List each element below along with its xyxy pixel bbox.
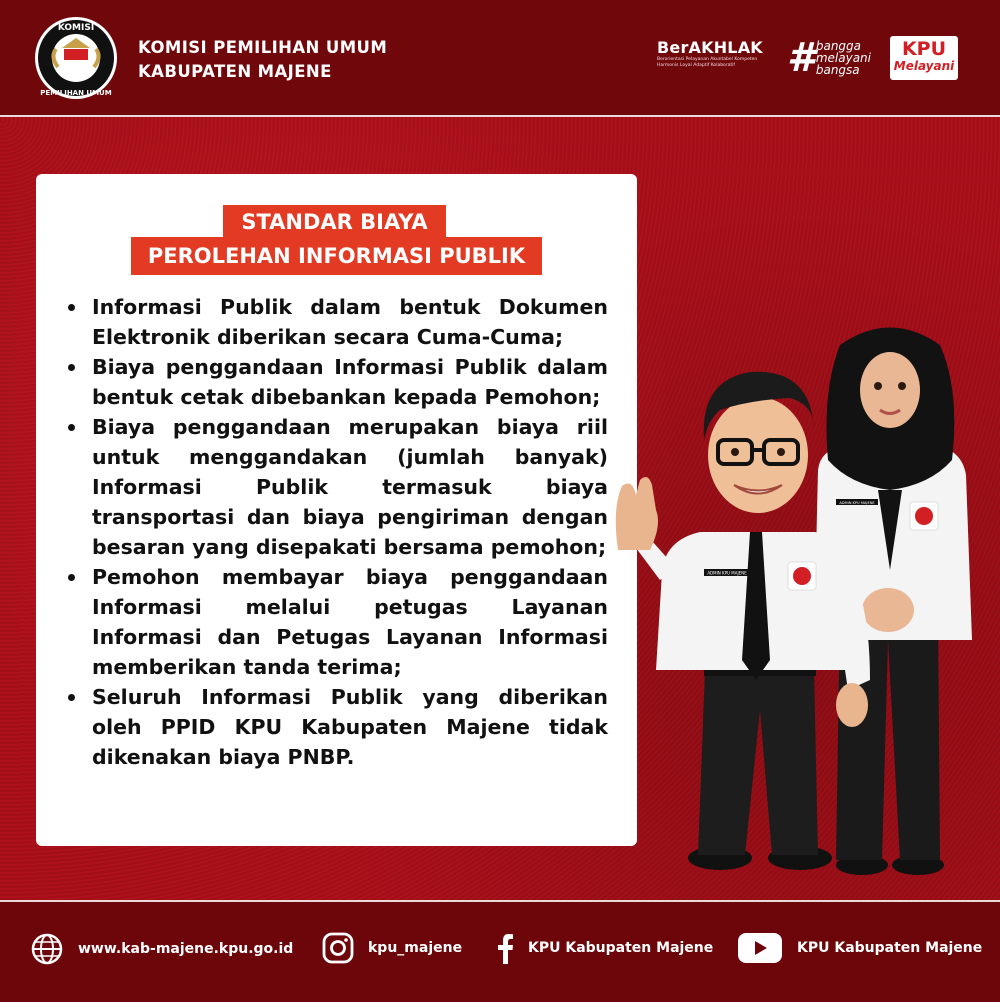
footer-website[interactable]	[30, 932, 293, 966]
kpu-badge-line1: KPU	[901, 38, 947, 60]
instagram-icon	[322, 932, 354, 964]
card-title-line2: PEROLEHAN INFORMASI PUBLIK	[131, 237, 542, 275]
list-item: Pemohon membayar biaya penggandaan Informasi melalui petugas Layanan Informasi dan Petugas Layanan Informasi memberikan tanda terima;	[62, 562, 608, 682]
footer	[0, 900, 1000, 1002]
kpu-badge-line2: Melayani	[893, 59, 955, 73]
cost-standard-list	[62, 292, 608, 772]
card-title-line1: STANDAR BIAYA	[223, 205, 446, 239]
footer-instagram[interactable]	[322, 932, 462, 964]
list-item: Informasi Publik dalam bentuk Dokumen Elektronik diberikan secara Cuma-Cuma;	[62, 292, 608, 352]
kpu-logo	[34, 13, 118, 103]
logo-bottom-text: PEMILIHAN UMUM	[40, 89, 112, 97]
facebook-icon	[496, 932, 514, 964]
list-item: Seluruh Informasi Publik yang diberikan oleh PPID KPU Kabupaten Majene tidak dikenakan biaya PNBP.	[62, 682, 608, 772]
footer-facebook[interactable]	[496, 932, 713, 964]
berakhlak-logo	[657, 38, 767, 69]
list-item: Biaya penggandaan Informasi Publik dalam bentuk cetak dibebankan kepada Pemohon;	[62, 352, 608, 412]
mascot-illustration	[600, 310, 1000, 890]
bangga-line2: melayani	[815, 51, 871, 65]
kpu-melayani-badge	[890, 36, 958, 80]
org-name-line2: KABUPATEN MAJENE	[138, 62, 332, 81]
footer-youtube[interactable]	[737, 932, 982, 964]
facebook-text: KPU Kabupaten Majene	[528, 940, 714, 956]
org-name-line1: KOMISI PEMILIHAN UMUM	[138, 38, 388, 57]
website-text: www.kab-majene.kpu.go.id	[78, 941, 294, 957]
bangga-line1: bangga	[815, 39, 862, 53]
header	[0, 0, 1000, 117]
youtube-icon	[737, 932, 783, 964]
bangga-melayani-logo	[787, 35, 871, 81]
hashtag-icon: #	[787, 35, 815, 81]
org-name	[138, 36, 387, 84]
logo-top-text: KOMISI	[57, 23, 95, 33]
globe-icon	[30, 932, 64, 966]
female-name-tag: ADMIN KPU MAJENE	[839, 501, 875, 505]
list-item: Biaya penggandaan merupakan biaya riil untuk menggandakan (jumlah banyak) Informasi Publik termasuk biaya transportasi dan biaya pengiriman dengan besaran yang disepakati bersama pemohon;	[62, 412, 608, 562]
instagram-text: kpu_majene	[368, 940, 463, 956]
bangga-line3: bangsa	[815, 63, 860, 77]
berakhlak-title: BerAKHLAK	[657, 38, 763, 57]
male-name-tag: ADMIN KPU MAJENE	[707, 570, 747, 576]
berakhlak-tagline: Berorientasi Pelayanan Akuntabel Kompeten Harmonis Loyal Adaptif Kolaboratif	[657, 57, 758, 68]
youtube-text: KPU Kabupaten Majene	[797, 940, 983, 956]
